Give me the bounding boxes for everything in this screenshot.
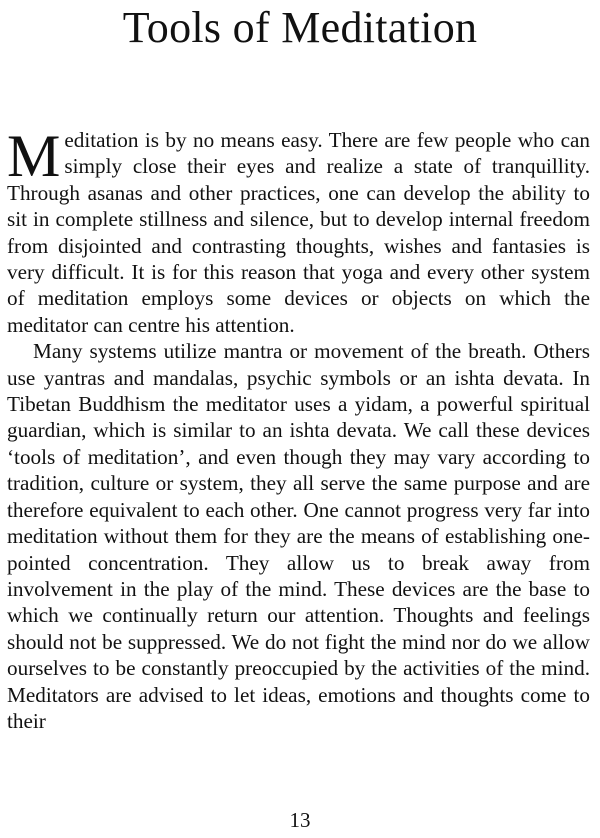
drop-cap: M xyxy=(7,123,61,189)
paragraph-1 xyxy=(7,123,590,338)
paragraph-1-text: editation is by no means easy. There are few people who can simply close their eyes and realize a state of tranquillity. Through asanas and other practices, one can develop the ability to sit in complete stillness and silence, but to develop internal freedom from disjointed and contrasting thoughts, wishes and fantasies is very difficult. It is for this reason that yoga and every other system of meditation employs some devices or objects on which the meditator can centre his attention. xyxy=(7,128,590,337)
body-text xyxy=(7,123,590,734)
page-number: 13 xyxy=(289,808,311,832)
paragraph-2: Many systems utilize mantra or movement of the breath. Others use yantras and mandalas, psychic symbols or an ishta devata. In Tibetan Buddhism the meditator uses a yidam, a powerful spiritual guardian, which is similar to an ishta devata. We call these devices ‘tools of meditation’, and even though they may vary according to tradition, culture or system, they all serve the same purpose and are therefore equivalent to each other. One cannot progress very far into meditation without them for they are the means of establishing one-pointed concentration. They allow us to break away from involvement in the play of the mind. These devices are the base to which we continually return our attention. Thoughts and feelings should not be suppressed. We do not fight the mind nor do we allow ourselves to be constantly preoccupied by the activities of the mind. Meditators are advised to let ideas, emotions and thoughts come to their xyxy=(7,339,590,733)
chapter-title: Tools of Meditation xyxy=(122,3,478,52)
